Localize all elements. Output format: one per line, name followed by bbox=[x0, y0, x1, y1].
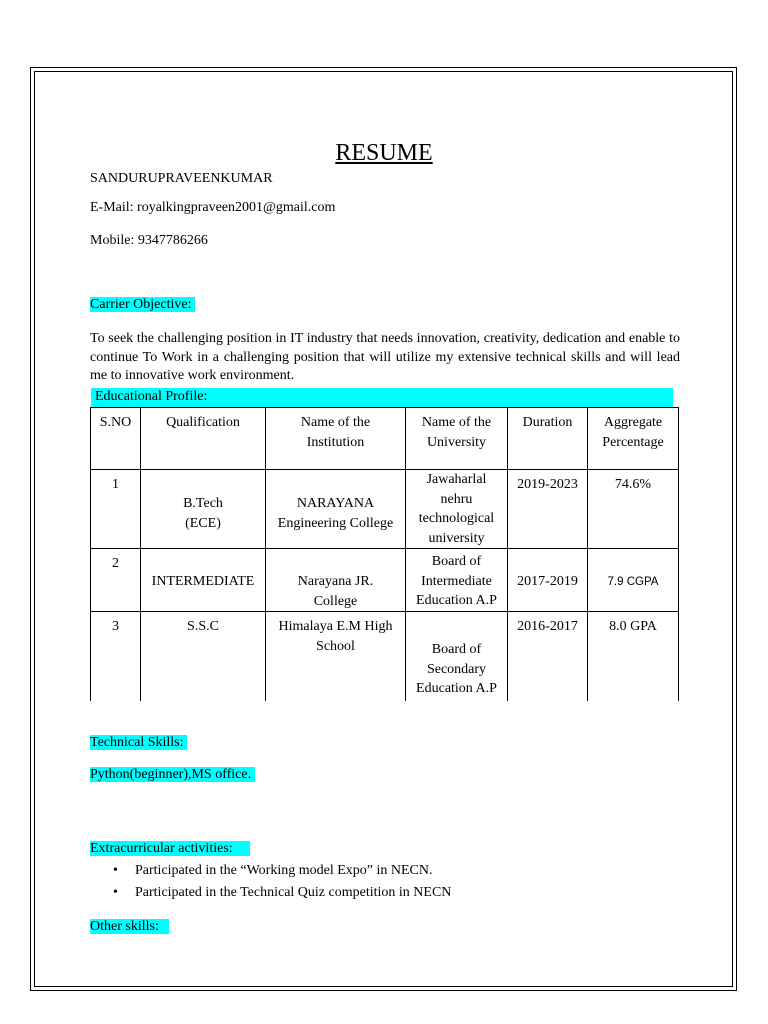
table-row bbox=[91, 612, 679, 701]
table-header-row bbox=[91, 408, 679, 470]
cell-institution: NARAYANA Engineering College bbox=[266, 470, 406, 549]
cell-sno: 1 bbox=[91, 470, 141, 549]
cell-duration: 2017-2019 bbox=[508, 549, 588, 612]
cell-qualification: INTERMEDIATE bbox=[141, 549, 266, 612]
header-institution: Name of the Institution bbox=[266, 408, 406, 470]
skills-heading bbox=[90, 735, 187, 751]
other-skills-heading bbox=[90, 919, 169, 935]
skills-text: Python(beginner),MS office. bbox=[90, 767, 252, 782]
cell-qualification: S.S.C bbox=[141, 612, 266, 701]
table-row bbox=[91, 470, 679, 549]
objective-paragraph: To seek the challenging position in IT industry that needs innovation, creativity, dedication and enable to continue To Work in a challenging position that will utilize my extensive technical skills and will lead me to innovative work environment. bbox=[90, 331, 680, 383]
table-row bbox=[91, 549, 679, 612]
cell-duration: 2019-2023 bbox=[508, 470, 588, 549]
cell-qualification: B.Tech (ECE) bbox=[141, 470, 266, 549]
header-duration: Duration bbox=[508, 408, 588, 470]
list-item: • Participated in the “Working model Expo” in NECN. bbox=[113, 860, 451, 882]
cell-university: Jawaharlal nehru technological university bbox=[406, 470, 508, 549]
header-university: Name of the University bbox=[406, 408, 508, 470]
cell-institution: Himalaya E.M High School bbox=[266, 612, 406, 701]
education-heading: Educational Profile: bbox=[95, 389, 208, 404]
extracurricular-heading-text: Extracurricular activities: bbox=[90, 841, 233, 856]
education-table bbox=[90, 407, 679, 701]
cell-university: Board of Secondary Education A.P bbox=[406, 612, 508, 701]
header-qualification: Qualification bbox=[141, 408, 266, 470]
cell-institution: Narayana JR. College bbox=[266, 549, 406, 612]
extracurricular-list bbox=[113, 860, 451, 904]
cell-aggregate: 74.6% bbox=[588, 470, 679, 549]
email-line: E-Mail: royalkingpraveen2001@gmail.com bbox=[90, 200, 336, 215]
mobile-line: Mobile: 9347786266 bbox=[90, 233, 208, 248]
other-skills-heading-text: Other skills: bbox=[90, 919, 159, 934]
cell-aggregate: 8.0 GPA bbox=[588, 612, 679, 701]
bullet-icon: • bbox=[113, 863, 118, 878]
cell-sno: 3 bbox=[91, 612, 141, 701]
resume-title: RESUME bbox=[335, 140, 433, 166]
cell-sno: 2 bbox=[91, 549, 141, 612]
list-item: • Participated in the Technical Quiz competition in NECN bbox=[113, 882, 451, 904]
header-aggregate: Aggregate Percentage bbox=[588, 408, 679, 470]
objective-heading-text: Carrier Objective: bbox=[90, 297, 192, 312]
skills-heading-text: Technical Skills: bbox=[90, 735, 184, 750]
skills-line bbox=[90, 767, 255, 783]
header-sno: S.NO bbox=[91, 408, 141, 470]
extracurricular-heading bbox=[90, 841, 250, 857]
candidate-name: SANDURUPRAVEENKUMAR bbox=[90, 171, 273, 186]
bullet-icon: • bbox=[113, 885, 118, 900]
cell-aggregate: 7.9 CGPA bbox=[588, 549, 679, 612]
objective-heading bbox=[90, 297, 195, 313]
cell-duration: 2016-2017 bbox=[508, 612, 588, 701]
cell-university: Board of Intermediate Education A.P bbox=[406, 549, 508, 612]
